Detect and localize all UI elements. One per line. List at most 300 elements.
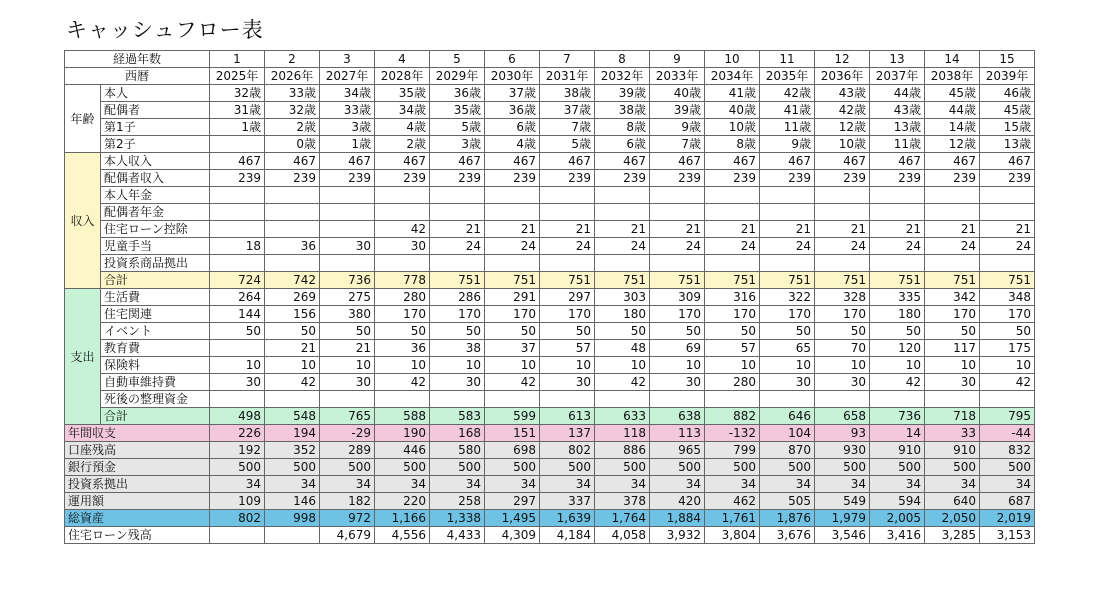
table-cell: 10 [595,357,650,374]
table-cell: 239 [595,170,650,187]
table-cell: 239 [980,170,1035,187]
table-cell: 120 [870,340,925,357]
income-row [65,238,1035,255]
table-cell: 11歳 [870,136,925,153]
table-cell: 3,676 [760,527,815,544]
table-cell: 613 [540,408,595,425]
table-cell: 194 [265,425,320,442]
table-cell: 36歳 [485,102,540,119]
table-cell: 170 [705,306,760,323]
table-cell [870,255,925,272]
header-cell: 2039年 [980,68,1035,85]
table-cell: 170 [980,306,1035,323]
table-cell: 30 [925,374,980,391]
table-cell: 31歳 [210,102,265,119]
table-cell: 42歳 [760,85,815,102]
table-cell: 226 [210,425,265,442]
table-cell: 42 [265,374,320,391]
table-cell [430,391,485,408]
row-label: 児童手当 [101,238,210,255]
table-cell: 44歳 [870,85,925,102]
table-cell: 4,556 [375,527,430,544]
table-cell: 998 [265,510,320,527]
table-cell: 42 [375,374,430,391]
table-cell: 239 [705,170,760,187]
table-cell [265,221,320,238]
table-cell [210,136,265,153]
table-cell: 69 [650,340,705,357]
table-cell: 50 [705,323,760,340]
row-label: 教育費 [101,340,210,357]
table-cell: 40歳 [705,102,760,119]
table-cell: 70 [815,340,870,357]
header-cell: 2031年 [540,68,595,85]
table-cell: 10 [320,357,375,374]
table-cell [760,391,815,408]
table-cell: 751 [705,272,760,289]
table-cell: 239 [925,170,980,187]
header-cell: 13 [870,51,925,68]
table-cell: 3,804 [705,527,760,544]
table-cell: 43歳 [815,85,870,102]
table-cell: 239 [650,170,705,187]
table-cell: 21 [705,221,760,238]
table-cell [210,340,265,357]
table-cell: 24 [485,238,540,255]
table-cell: 182 [320,493,375,510]
expense-section-label: 支出 [65,289,101,425]
table-cell: 170 [650,306,705,323]
table-cell: 33歳 [320,102,375,119]
header-cell: 10 [705,51,760,68]
table-cell: 24 [430,238,485,255]
header-cell: 7 [540,51,595,68]
table-cell: 583 [430,408,485,425]
table-cell: 180 [870,306,925,323]
table-cell: 930 [815,442,870,459]
table-cell: 3,285 [925,527,980,544]
table-cell: 11歳 [760,119,815,136]
table-cell: 192 [210,442,265,459]
header-cell: 2025年 [210,68,265,85]
table-cell: 34 [650,476,705,493]
table-cell: 46歳 [980,85,1035,102]
table-cell: 1,884 [650,510,705,527]
table-cell: 580 [430,442,485,459]
table-cell: 910 [870,442,925,459]
expense-row [65,357,1035,374]
table-cell: 10歳 [705,119,760,136]
table-cell [485,391,540,408]
total_assets-row [65,510,1035,527]
table-cell [540,204,595,221]
table-cell: 6歳 [595,136,650,153]
table-cell: 467 [870,153,925,170]
table-cell: 32歳 [210,85,265,102]
row-label: 配偶者 [101,102,210,119]
table-cell [705,255,760,272]
cashflow-table [64,50,1035,544]
row-label: 生活費 [101,289,210,306]
table-cell [705,187,760,204]
table-cell: 467 [210,153,265,170]
table-cell: 1,495 [485,510,540,527]
table-cell [595,187,650,204]
managed-row [65,493,1035,510]
table-cell: 500 [980,459,1035,476]
header-cell: 2033年 [650,68,705,85]
header-cell: 2026年 [265,68,320,85]
table-cell: 239 [485,170,540,187]
table-cell: 687 [980,493,1035,510]
table-cell: 328 [815,289,870,306]
table-cell: 467 [320,153,375,170]
expense-row [65,289,1035,306]
table-cell: 37歳 [540,102,595,119]
table-cell: 10 [265,357,320,374]
row-label: 保険料 [101,357,210,374]
table-cell: 239 [210,170,265,187]
row-label: 配偶者収入 [101,170,210,187]
table-cell: 736 [870,408,925,425]
income-row [65,204,1035,221]
table-cell: 93 [815,425,870,442]
row-label: 配偶者年金 [101,204,210,221]
table-cell: 180 [595,306,650,323]
table-cell [980,204,1035,221]
table-cell: 33歳 [265,85,320,102]
table-cell: 21 [760,221,815,238]
table-cell: 50 [265,323,320,340]
table-cell: 751 [485,272,540,289]
table-cell: 500 [540,459,595,476]
table-cell: 289 [320,442,375,459]
table-cell: 30 [815,374,870,391]
table-cell: 751 [540,272,595,289]
table-cell [925,391,980,408]
header-label: 西暦 [65,68,210,85]
table-cell: 50 [540,323,595,340]
table-cell: 34 [815,476,870,493]
table-cell [705,204,760,221]
table-cell: 32歳 [265,102,320,119]
table-cell: 2,005 [870,510,925,527]
table-cell: 44歳 [925,102,980,119]
table-cell: 882 [705,408,760,425]
table-cell: 751 [760,272,815,289]
table-cell: 467 [815,153,870,170]
header-cell: 14 [925,51,980,68]
row-label: 本人年金 [101,187,210,204]
header-cell: 2029年 [430,68,485,85]
table-cell [870,187,925,204]
header-cell: 11 [760,51,815,68]
header-cell: 2028年 [375,68,430,85]
table-cell: 34歳 [375,102,430,119]
table-cell [705,391,760,408]
table-cell: 638 [650,408,705,425]
table-cell: 50 [870,323,925,340]
table-cell [485,255,540,272]
table-cell: 10 [210,357,265,374]
table-cell: 1,639 [540,510,595,527]
row-label: 住宅ローン残高 [65,527,210,544]
table-cell [815,255,870,272]
table-cell: 34 [375,476,430,493]
table-cell: 10 [760,357,815,374]
table-cell: 50 [815,323,870,340]
table-cell: 38歳 [540,85,595,102]
table-cell: 34 [430,476,485,493]
table-cell: 1,338 [430,510,485,527]
table-cell: 170 [760,306,815,323]
table-cell [320,255,375,272]
table-cell [925,187,980,204]
income-row [65,221,1035,238]
table-cell: 297 [540,289,595,306]
table-cell: 286 [430,289,485,306]
age-row [65,102,1035,119]
header-cell: 1 [210,51,265,68]
table-cell: 500 [320,459,375,476]
table-cell: 1歳 [210,119,265,136]
table-cell: 42歳 [815,102,870,119]
table-cell: 39歳 [595,85,650,102]
table-cell: 467 [705,153,760,170]
table-cell: 45歳 [980,102,1035,119]
table-cell [540,391,595,408]
table-cell: 799 [705,442,760,459]
row-label: 死後の整理資金 [101,391,210,408]
table-cell: 500 [485,459,540,476]
table-cell: 30 [320,238,375,255]
header-cell: 3 [320,51,375,68]
table-cell [870,204,925,221]
table-cell: 0歳 [265,136,320,153]
table-cell: 348 [980,289,1035,306]
table-cell: 500 [760,459,815,476]
table-cell: 1,764 [595,510,650,527]
row-label: 第2子 [101,136,210,153]
row-label: 自動車維持費 [101,374,210,391]
table-cell [485,204,540,221]
table-cell: 505 [760,493,815,510]
table-cell [210,255,265,272]
table-cell: 10 [925,357,980,374]
table-cell [210,221,265,238]
table-cell: 13歳 [870,119,925,136]
table-cell [980,255,1035,272]
table-cell: 500 [265,459,320,476]
expense-row [65,408,1035,425]
table-cell: 239 [320,170,375,187]
income-row [65,255,1035,272]
table-cell: 42 [870,374,925,391]
table-cell: 35歳 [430,102,485,119]
table-cell: 3歳 [320,119,375,136]
income-row [65,153,1035,170]
table-cell: 30 [320,374,375,391]
income-section-label: 収入 [65,153,101,289]
header-cell: 8 [595,51,650,68]
table-cell: 10 [815,357,870,374]
row-label: 銀行預金 [65,459,210,476]
row-label: イベント [101,323,210,340]
table-cell: 5歳 [430,119,485,136]
expense-row [65,306,1035,323]
table-cell: 109 [210,493,265,510]
table-cell: 3,932 [650,527,705,544]
table-cell [320,221,375,238]
table-cell [595,204,650,221]
table-cell [815,187,870,204]
header-cell: 2027年 [320,68,375,85]
table-cell: 12歳 [925,136,980,153]
table-cell: 910 [925,442,980,459]
table-cell: 795 [980,408,1035,425]
table-cell: 34 [870,476,925,493]
table-cell: 21 [815,221,870,238]
table-cell: 34 [595,476,650,493]
table-cell [650,204,705,221]
table-cell: 118 [595,425,650,442]
table-cell: 1歳 [320,136,375,153]
age-row [65,136,1035,153]
table-cell: 316 [705,289,760,306]
table-cell: 588 [375,408,430,425]
table-cell: 5歳 [540,136,595,153]
table-cell: 10 [650,357,705,374]
table-cell: 36 [265,238,320,255]
table-cell: 10歳 [815,136,870,153]
table-cell: 751 [650,272,705,289]
header-cell: 12 [815,51,870,68]
table-cell: 548 [265,408,320,425]
table-cell: 736 [320,272,375,289]
table-cell: 280 [375,289,430,306]
table-cell: 33 [925,425,980,442]
row-label: 住宅ローン控除 [101,221,210,238]
table-cell: 50 [375,323,430,340]
table-cell: 3歳 [430,136,485,153]
table-cell [760,255,815,272]
table-cell: 467 [595,153,650,170]
table-cell: 24 [980,238,1035,255]
table-cell [925,204,980,221]
table-cell [210,187,265,204]
table-cell: 24 [705,238,760,255]
table-cell: 269 [265,289,320,306]
table-cell: 170 [925,306,980,323]
table-cell [375,187,430,204]
row-label: 本人 [101,85,210,102]
table-cell: 500 [815,459,870,476]
table-cell [925,255,980,272]
table-cell: 8歳 [705,136,760,153]
age-row [65,119,1035,136]
table-cell: 10 [540,357,595,374]
table-cell: 117 [925,340,980,357]
table-cell: 4,058 [595,527,650,544]
table-cell: -29 [320,425,375,442]
table-cell: 870 [760,442,815,459]
table-cell: 462 [705,493,760,510]
table-cell: 3,153 [980,527,1035,544]
table-cell: 220 [375,493,430,510]
header-cell: 2036年 [815,68,870,85]
row-label: 総資産 [65,510,210,527]
table-cell: 24 [760,238,815,255]
table-cell [815,204,870,221]
row-label: 本人収入 [101,153,210,170]
table-cell: 380 [320,306,375,323]
table-cell: 751 [595,272,650,289]
table-cell: 146 [265,493,320,510]
table-cell: 2歳 [375,136,430,153]
income-row [65,170,1035,187]
row-label: 口座残高 [65,442,210,459]
table-cell [265,391,320,408]
table-cell: 6歳 [485,119,540,136]
table-cell [815,391,870,408]
table-cell: 633 [595,408,650,425]
table-cell: 9歳 [650,119,705,136]
table-cell: 50 [320,323,375,340]
table-cell: 239 [870,170,925,187]
row-label: 投資系商品拠出 [101,255,210,272]
table-cell: 500 [870,459,925,476]
header-cell: 4 [375,51,430,68]
table-cell: 751 [430,272,485,289]
table-cell: 57 [705,340,760,357]
table-cell: 170 [430,306,485,323]
age-row [65,85,1035,102]
table-cell: 658 [815,408,870,425]
table-cell: 38歳 [595,102,650,119]
table-cell: 335 [870,289,925,306]
expense-row [65,323,1035,340]
table-cell: 24 [815,238,870,255]
table-cell: 303 [595,289,650,306]
table-cell: 15歳 [980,119,1035,136]
table-cell: 34 [210,476,265,493]
header-cell: 2 [265,51,320,68]
table-cell [650,255,705,272]
table-cell: 34歳 [320,85,375,102]
table-cell: 239 [815,170,870,187]
table-cell [375,391,430,408]
table-cell: 113 [650,425,705,442]
table-cell: 498 [210,408,265,425]
header-cell: 2035年 [760,68,815,85]
table-cell: -132 [705,425,760,442]
table-cell: 48 [595,340,650,357]
row-label: 合計 [101,272,210,289]
table-cell [760,187,815,204]
table-cell: 446 [375,442,430,459]
table-cell: 50 [485,323,540,340]
table-cell: 42 [485,374,540,391]
table-cell: 43歳 [870,102,925,119]
table-cell: 40歳 [650,85,705,102]
table-cell: 42 [980,374,1035,391]
table-cell: 500 [650,459,705,476]
table-cell: 104 [760,425,815,442]
table-cell: 57 [540,340,595,357]
table-cell: 30 [760,374,815,391]
table-cell: 21 [320,340,375,357]
table-cell [980,391,1035,408]
